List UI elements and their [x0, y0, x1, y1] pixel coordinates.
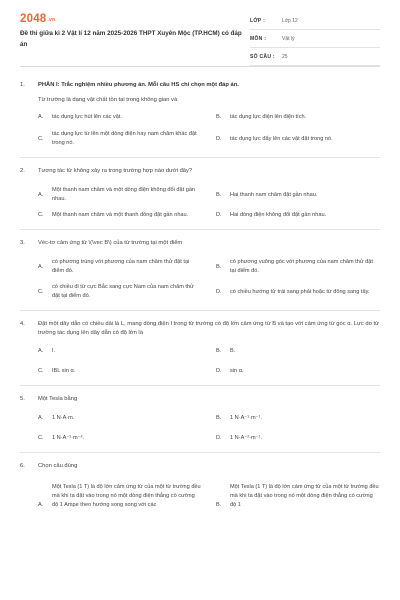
meta-key: SỐ CÂU :: [250, 53, 275, 60]
option-grid: [20, 113, 380, 148]
document-header: [0, 0, 400, 62]
question-stem: Chọn câu đúng: [38, 463, 78, 469]
option-c[interactable]: [38, 367, 202, 376]
question-6: [0, 453, 400, 510]
option-text: tác dụng lực hút lên các vật.: [52, 114, 122, 120]
meta-value: 25: [282, 53, 288, 60]
question-stem-row: [20, 167, 380, 176]
option-c[interactable]: [38, 283, 202, 301]
option-a[interactable]: [38, 186, 202, 204]
option-letter: A.: [38, 191, 44, 198]
question-list: [0, 72, 400, 510]
option-letter: B.: [216, 263, 222, 270]
option-letter: C.: [38, 212, 44, 218]
option-b[interactable]: [216, 347, 380, 356]
option-text: 1 N·A⁻¹·m⁻¹.: [230, 415, 263, 421]
option-letter: C.: [38, 368, 44, 374]
question-number: 4.: [20, 321, 25, 327]
option-a[interactable]: [38, 258, 202, 276]
question-1: [0, 72, 400, 157]
option-letter: A.: [38, 114, 44, 120]
option-letter: A.: [38, 348, 44, 354]
option-b[interactable]: [216, 113, 380, 122]
question-5: [0, 386, 400, 452]
option-letter: D.: [216, 288, 222, 295]
option-letter: A.: [38, 415, 44, 421]
option-text: có phương vuông góc với phương của nam châm thử đặt tại điểm đó.: [230, 259, 373, 274]
option-text: tác dụng lực đẩy lên các vật đặt trong nó.: [230, 135, 333, 142]
option-text: Một thanh nam châm và một dòng điện không đổi đặt gần nhau.: [52, 187, 196, 202]
option-d[interactable]: [216, 367, 380, 376]
question-4: [0, 311, 400, 385]
document-title: Đề thi giữa kì 2 Vật lí 12 năm 2025-2026 THPT Xuyên Mộc (TP.HCM) có đáp án: [20, 30, 242, 48]
question-stem: Tương tác từ không xảy ra trong trường hợp nào dưới đây?: [38, 168, 193, 174]
option-b[interactable]: [216, 258, 380, 276]
option-text: Một thanh nam châm và một thanh đồng đặt gần nhau.: [52, 212, 189, 218]
option-a[interactable]: [38, 414, 202, 423]
option-letter: B.: [216, 191, 222, 198]
site-logo[interactable]: [20, 13, 55, 25]
question-stem-row: [20, 395, 380, 404]
option-c[interactable]: [38, 130, 202, 148]
question-stem: Đặt một dây dẫn có chiều dài là L, mang dòng điện I trong từ trường có độ lớn cảm ứng từ B và tạo với cảm ứng từ góc α. Lực do từ trường tác dụng lên dây dẫn có độ lớn là: [38, 321, 379, 336]
option-text: Hai dòng điện không đổi đặt gần nhau.: [230, 212, 327, 218]
option-letter: B.: [216, 502, 222, 508]
question-stem-row: [20, 320, 380, 338]
option-c[interactable]: [38, 211, 202, 220]
option-text: có phương trùng với phương của nam châm thử đặt tại điểm đó.: [52, 259, 190, 274]
option-b[interactable]: [216, 483, 380, 510]
option-letter: C.: [38, 288, 44, 295]
option-d[interactable]: [216, 434, 380, 443]
option-letter: D.: [216, 435, 222, 441]
option-text: sin α.: [230, 368, 244, 374]
option-c[interactable]: [38, 434, 202, 443]
option-a[interactable]: [38, 483, 202, 510]
logo-text: 2048: [20, 13, 47, 25]
question-3: [0, 230, 400, 310]
option-letter: B.: [216, 114, 222, 120]
option-text: Hai thanh nam châm đặt gần nhau.: [230, 191, 318, 198]
option-text: có chiều đi từ cực Bắc sang cực Nam của nam châm thử đặt tại điểm đó.: [52, 284, 194, 299]
option-d[interactable]: [216, 130, 380, 148]
section-heading: [20, 81, 380, 90]
option-d[interactable]: [216, 211, 380, 220]
option-letter: C.: [38, 135, 44, 142]
meta-value: Vật lý: [282, 35, 295, 42]
option-a[interactable]: [38, 113, 202, 122]
question-number: 2.: [20, 168, 25, 174]
option-text: tác dụng lực điện lên điện tích.: [230, 114, 307, 120]
option-text: 1 N·A·m.: [52, 415, 75, 421]
question-stem: Từ trường là dạng vật chất tồn tại trong không gian và: [38, 97, 178, 103]
option-text: có chiều hướng từ trái sang phải hoặc từ đông sang tây.: [230, 288, 370, 295]
option-text: Một Tesla (1 T) là độ lớn cảm ứng từ của một từ trường đều mà khi ta đặt vào trong nó một dòng điện thẳng có cường độ 1 Ampe theo hướng song song với các: [52, 484, 201, 508]
question-number: 6.: [20, 463, 25, 469]
meta-value: Lớp 12: [282, 17, 298, 24]
option-letter: B.: [216, 348, 222, 354]
question-stem-row: [20, 462, 380, 471]
option-text: tác dụng lực từ lên một dòng điện hay nam châm khác đặt trong nó.: [52, 131, 197, 146]
question-number: 5.: [20, 396, 25, 402]
meta-key: LỚP :: [250, 17, 266, 24]
option-b[interactable]: [216, 414, 380, 423]
meta-table: [250, 12, 380, 66]
option-text: Một Tesla (1 T) là độ lớn cảm ứng từ của một từ trường đều mà khi ta đặt vào trong nó một dòng điện thẳng có cường độ 1: [230, 484, 379, 508]
option-letter: B.: [216, 415, 222, 421]
option-grid: [20, 414, 380, 443]
option-b[interactable]: [216, 186, 380, 204]
question-stem-row: [20, 239, 380, 248]
option-text: 1 N·A⁻¹·m⁻².: [52, 435, 85, 441]
option-grid: [20, 347, 380, 376]
option-letter: C.: [38, 435, 44, 441]
option-text: I.: [52, 348, 56, 354]
option-text: 1 N·A⁻²·m⁻¹.: [230, 435, 263, 441]
option-grid: [20, 483, 380, 510]
question-number: 3.: [20, 240, 25, 246]
meta-row-count: [250, 48, 380, 66]
option-letter: A.: [38, 502, 44, 508]
question-stem: Véc-tơ cảm ứng từ \(\vec B\) của từ trường tại một điểm: [38, 240, 183, 246]
option-a[interactable]: [38, 347, 202, 356]
meta-row-class: [250, 12, 380, 30]
option-letter: D.: [216, 212, 222, 218]
question-number: 1.: [20, 82, 25, 88]
option-letter: A.: [38, 263, 44, 270]
question-2: [0, 158, 400, 229]
question-stem: Một Tesla bằng: [38, 396, 78, 402]
option-grid: [20, 186, 380, 220]
option-text: B.: [230, 348, 236, 354]
option-letter: D.: [216, 135, 222, 142]
option-d[interactable]: [216, 283, 380, 301]
meta-row-subject: [250, 30, 380, 48]
option-text: IBL sin α.: [52, 368, 76, 374]
option-letter: D.: [216, 368, 222, 374]
section-title: PHẦN I: Trắc nghiệm nhiều phương án. Mỗi câu HS chỉ chọn một đáp án.: [38, 82, 239, 88]
header-divider: [20, 66, 380, 67]
logo-tld: .vn: [47, 17, 56, 23]
option-grid: [20, 258, 380, 301]
meta-key: MÔN :: [250, 35, 267, 42]
